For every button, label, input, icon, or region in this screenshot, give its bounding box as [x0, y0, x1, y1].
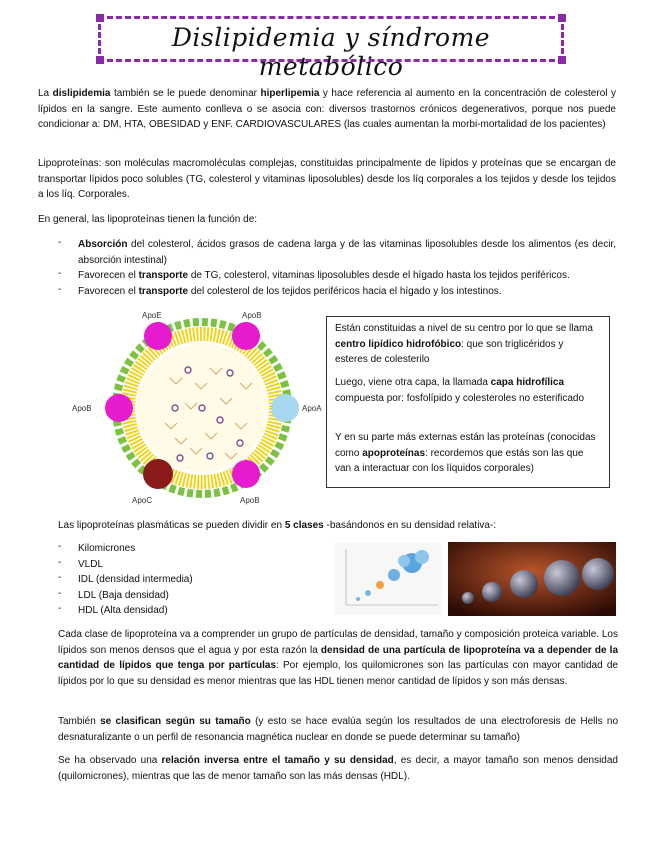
label-apoA: ApoA — [302, 404, 322, 413]
classes-intro: Las lipoproteínas plasmáticas se pueden dividir en 5 clases -basándonos en su densidad relativa-: — [58, 520, 497, 531]
list-item: Favorecen el transporte del colesterol de los tejidos periféricos hacia el hígado y los intestinos. — [78, 286, 502, 297]
functions-intro: En general, las lipoproteínas tienen la función de: — [38, 214, 258, 225]
title-frame — [98, 16, 564, 81]
intro-paragraph: La dislipidemia también se le puede denominar hiperlipemia y hace referencia al aumento en la concentración de colesterol y lípidos en la sangre. Este aumento conlleva o se asocia con: diversos trastornos crónicos degenerativos, porque nos puede condicionar a: DM, HTA, OBESIDAD y ENF. CARDIOVASCULARES (las cuales aumentan la morbi-mortalidad de los pacientes) — [38, 88, 616, 131]
lipoproteins-definition: Lipoproteínas: son moléculas macromoléculas complejas, constituidas principalmente de lípidos y proteínas que se encargan de transportar lípidos poco solubles (TG, colesterol y vitaminas liposolubles) desde los líq corporales a los tejidos y desde los tejidos a los líq. Corporales. — [38, 158, 616, 201]
document-page: Dislipidemia y síndrome metabólico La dislipidemia también se le puede denominar hiperlipemia y hace referencia al aumento en la concentración de colesterol y lípidos en la sangre. Este aumento conlleva o se asocia con: diversos trastornos crónicos degenerativos, porque nos puede condicionar a: DM, HTA, OBESIDAD y ENF. CARDIOVASCULARES (las cuales aumentan la morbi-mortalidad de los pacientes) Lipoproteínas: son moléculas macromoléculas complejas, constituidas principalmente de lípidos y proteínas que se encargan de transportar lípidos poco solubles (TG, colesterol y vitaminas liposolubles) desde los líq corporales a los tejidos y desde los tejidos a los líq. Corporales. En general, las lipoproteínas tienen la función de: - Absorción del colesterol, ácidos grasos de cadena larga y de las vitaminas liposolubles desde los alimentos (es decir, absorción intestinal) - Favorecen el transporte de TG, colesterol, vitaminas liposolubles desde el hígado hasta los tejidos periféricos. - Favorecen el transporte del colesterol de los tejidos periféricos hacia el hígado y los intestinos. ApoE ApoB ApoB ApoA ApoC ApoB Están constituidas a nivel de su centro por lo que se llama centro lipídico hidrofóbico: que son triglicéridos y esteres de colesterilo Luego, viene otra capa, la llamada capa hidrofílica compuesta por: fosfolípido y colesteroles no esterificado Y en su parte más externas están las proteínas (conocidas como apoproteínas: recordemos que estás son las que van a interactuar con los líquidos corporales) Las lipoproteínas plasmáticas se pueden dividir en 5 clases -basándonos en su densidad relativa-: - Kilomicrones - VLDL - IDL (densidad intermedia) - LDL (Baja densidad) - HDL (Alta densidad) Cada clase de lipoproteína va a comprender un grupo de partículas de densidad, tamaño y composición proteica variable. Los lípidos son menos densos que el agua y por esta razón la densidad de una partícula de lipoproteína va a depender de la cantidad de lípidos que tenga por partículas: Por ejemplo, los quilomicrones son las partículas con mayor cantidad de lípidos por lo que su densidad es menor mientras que las HDL tienen menor cantidad de lípidos y son más densas. También se clasifican según su tamaño (y esto se hace evalúa según los resultados de una electroforesis de Hells no desnaturalizante o un perfil de resonancia magnética nuclear en donde se puede determinar su tamaño) Se ha observado una relación inversa entre el tamaño y su densidad, es decir, a mayor tamaño son menos densidad (quilomicrones), mientras que las de menor tamaño son las más densas (HDL). — [0, 0, 655, 848]
structure-info-box — [326, 316, 610, 488]
label-apoE: ApoE — [142, 311, 162, 320]
list-item: Kilomicrones — [78, 543, 136, 554]
info-hydrophilic: Luego, viene otra capa, la llamada capa hidrofílica compuesta por: fosfolípido y colesteroles no esterificado — [335, 377, 585, 404]
list-item: VLDL — [78, 559, 104, 570]
apoA-protein — [271, 394, 299, 422]
apoB-bottom-protein — [232, 460, 260, 488]
apoB-top-protein — [232, 322, 260, 350]
lipid-core — [138, 344, 266, 472]
apoE-protein — [144, 322, 172, 350]
list-item: HDL (Alta densidad) — [78, 605, 168, 616]
list-item: Favorecen el transporte de TG, colesterol, vitaminas liposolubles desde el hígado hasta los tejidos periféricos. — [78, 270, 570, 281]
inverse-relation-paragraph: Se ha observado una relación inversa entre el tamaño y su densidad, es decir, a mayor tamaño son menos densidad (quilomicrones), mientras que las de menor tamaño son las más densas (HDL). — [58, 755, 618, 782]
label-apoC: ApoC — [132, 496, 153, 505]
list-item: IDL (densidad intermedia) — [78, 574, 193, 585]
density-paragraph: Cada clase de lipoproteína va a comprender un grupo de partículas de densidad, tamaño y composición proteica variable. Los lípidos son menos densos que el agua y por esta razón la densidad de una partícula de lipoproteína va a depender de la cantidad de lípidos que tenga por partículas: Por ejemplo, los quilomicrones son las partículas con mayor cantidad de lípidos por lo que su densidad es menor mientras que las HDL tienen menor cantidad de lípidos y son más densas. — [58, 629, 619, 687]
apoC-protein — [143, 459, 173, 489]
label-apoB-left: ApoB — [72, 404, 92, 413]
info-apoproteins: Y en su parte más externas están las proteínas (conocidas como apoproteínas: recordemos que estás son las que van a interactuar con los líquidos corporales) — [335, 432, 596, 475]
apoB-left-protein — [105, 394, 133, 422]
density-size-figure — [334, 543, 442, 615]
page-title: Dislipidemia y síndrome metabólico — [171, 23, 491, 81]
size-paragraph: También se clasifican según su tamaño (y esto se hace evalúa según los resultados de una electroforesis de Hells no desnaturalizante o un perfil de resonancia magnética nuclear en donde se puede determinar su tamaño) — [58, 716, 619, 743]
label-apoB-top: ApoB — [242, 311, 262, 320]
lipoprotein-render-figure — [448, 542, 616, 616]
list-item: Absorción del colesterol, ácidos grasos de cadena larga y de las vitaminas liposolubles desde los alimentos (es decir, absorción intestinal) — [78, 239, 616, 266]
label-apoB-bottom: ApoB — [240, 496, 260, 505]
info-core: Están constituidas a nivel de su centro por lo que se llama centro lipídico hidrofóbico: que son triglicéridos y esteres de colesterilo — [335, 323, 593, 366]
list-item: LDL (Baja densidad) — [78, 590, 169, 601]
lipoprotein-diagram — [70, 308, 325, 508]
